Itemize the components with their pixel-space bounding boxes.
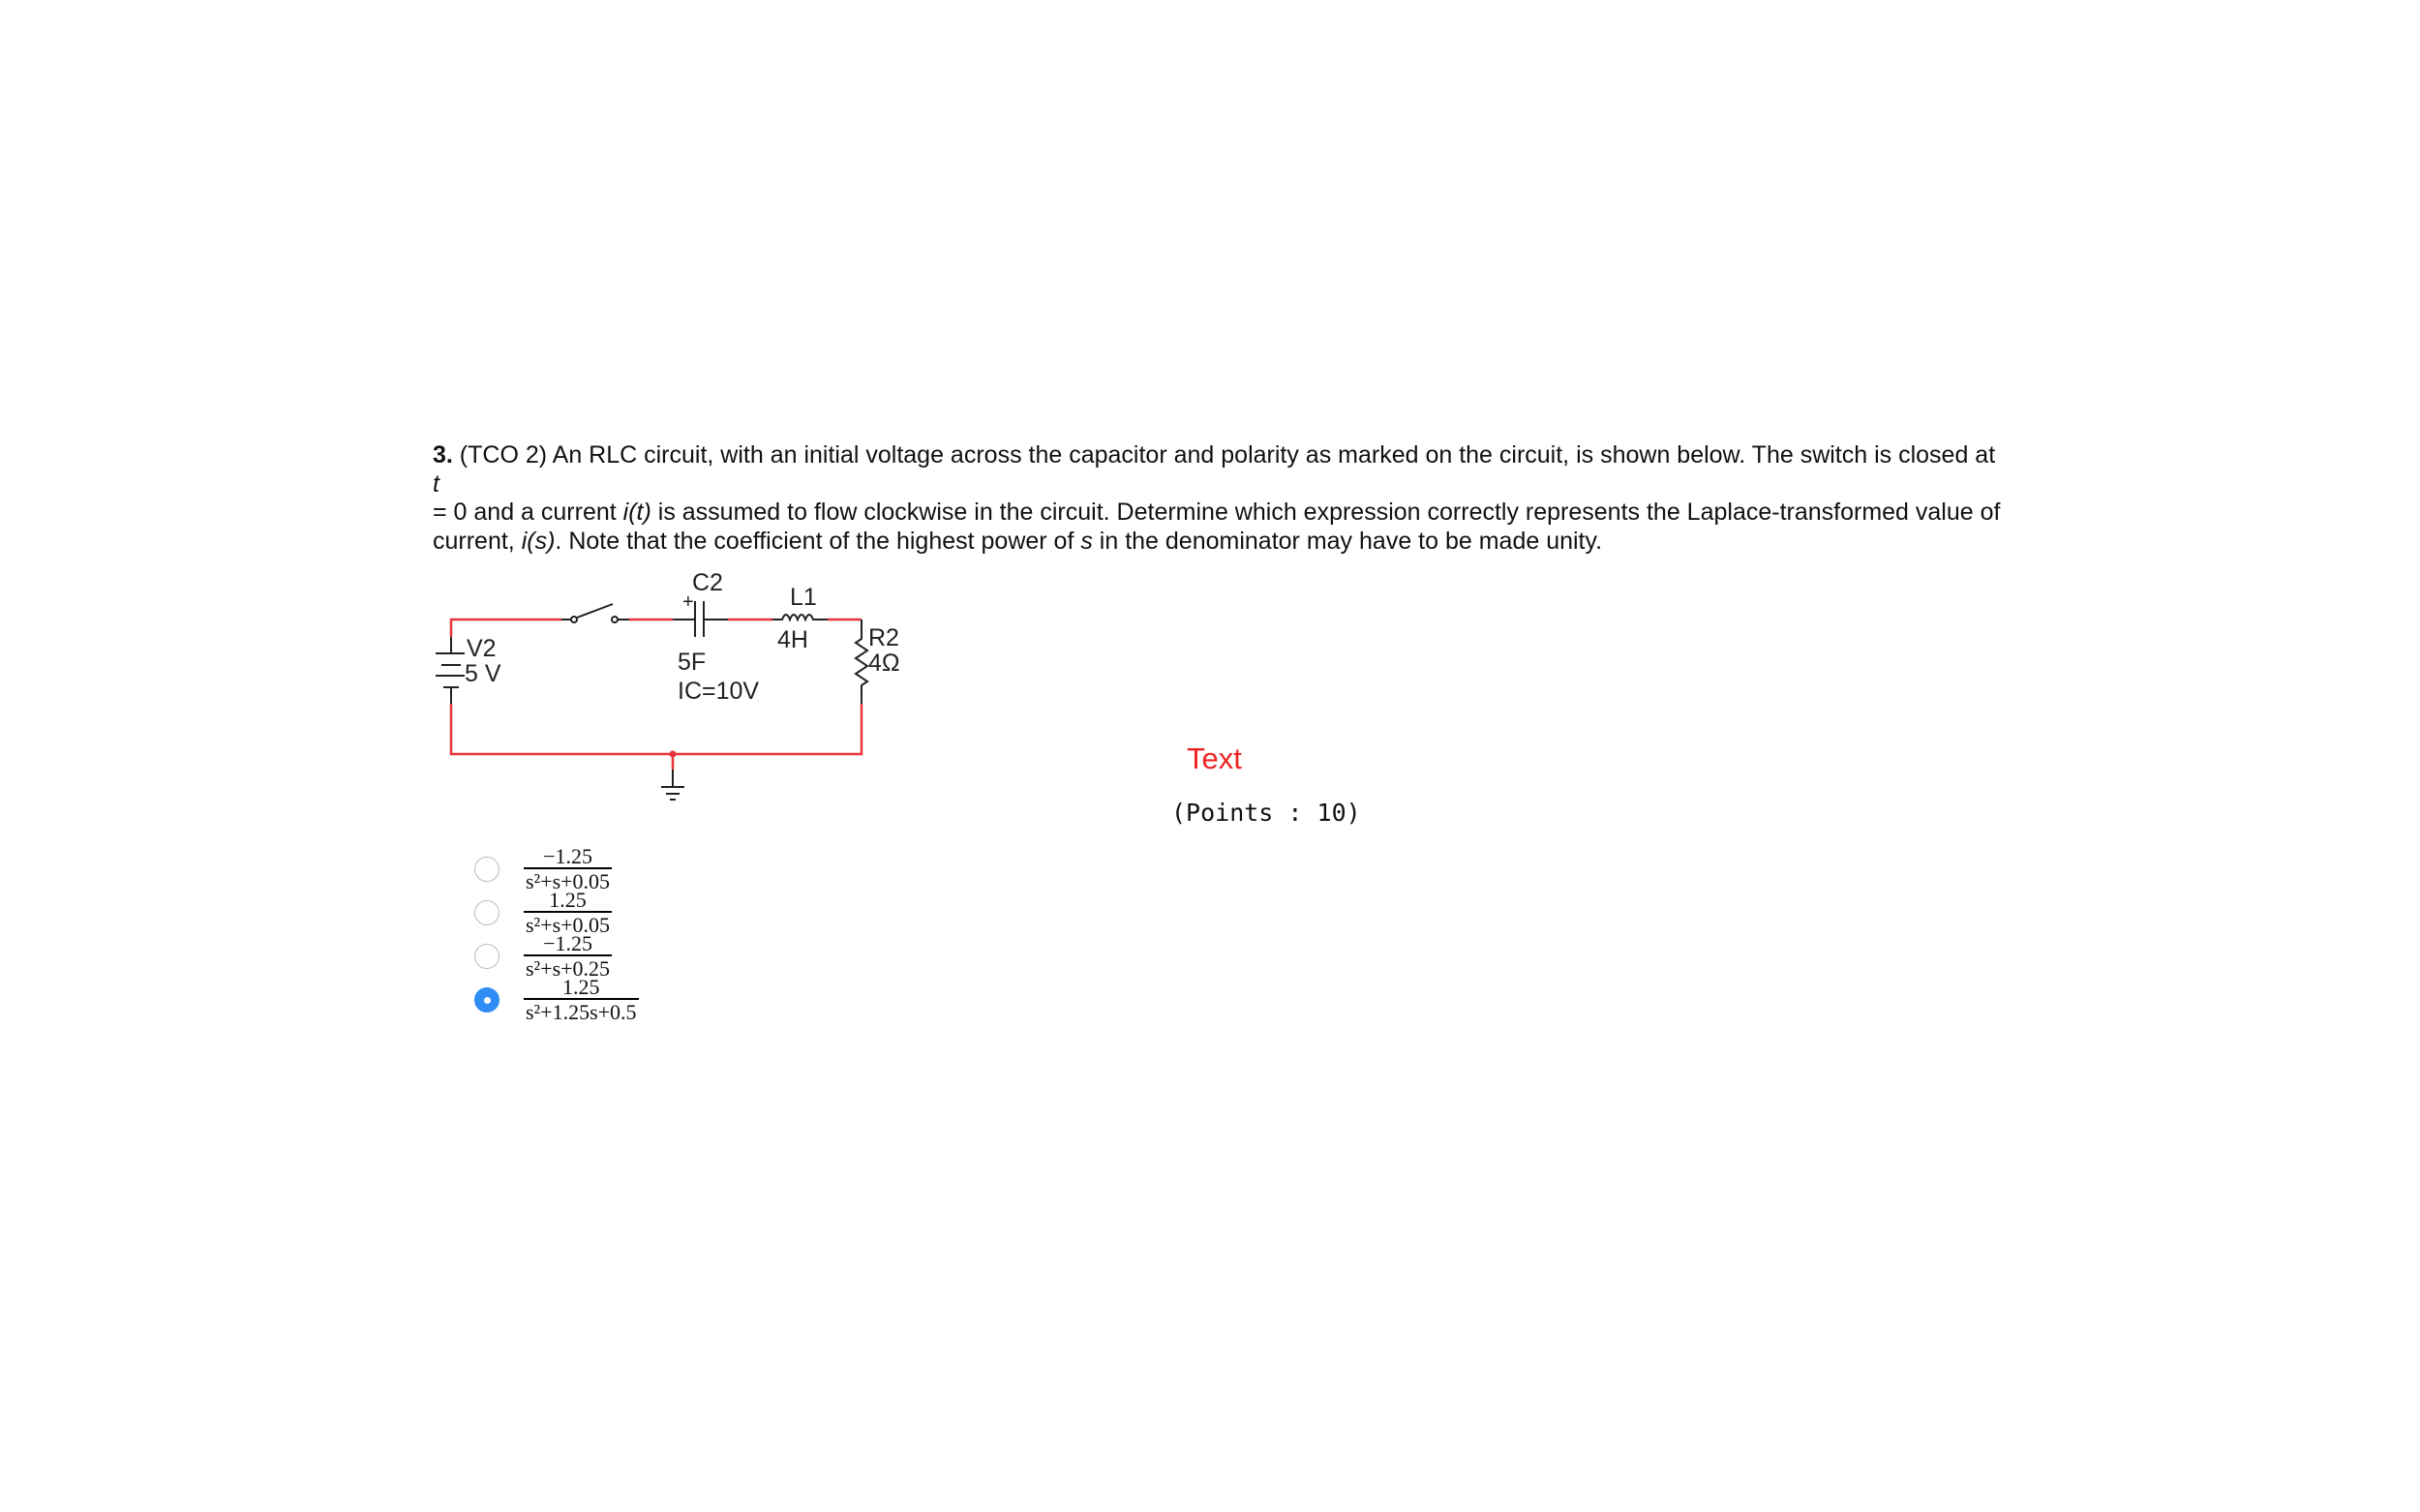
text-label: Text <box>1187 741 1242 775</box>
inductor-name: L1 <box>790 584 817 611</box>
source-value: 5 V <box>465 660 501 687</box>
answer-option-4[interactable] <box>474 977 639 1023</box>
radio-button[interactable] <box>474 900 499 925</box>
answer-option-3[interactable] <box>474 933 612 980</box>
ground-icon <box>661 770 684 800</box>
radio-button[interactable] <box>474 857 499 882</box>
fraction: $\frac{-1.25}{\text{s²+s+0.25}}$ <box>526 931 611 981</box>
answer-option-1[interactable] <box>474 846 612 892</box>
junction-dot <box>670 751 677 758</box>
rlc-circuit-diagram <box>416 561 1016 852</box>
fraction: $\frac{1.25}{\text{s²+1.25s+0.5}}$ <box>526 975 637 1024</box>
capacitor-value: 5F <box>678 649 707 676</box>
source-name: V2 <box>467 635 497 662</box>
inductor-value: 4H <box>777 626 808 653</box>
battery-icon <box>436 653 465 704</box>
fraction: $\frac{1.25}{\text{s²+s+0.05}}$ <box>526 888 611 937</box>
radio-button-selected[interactable] <box>474 987 499 1013</box>
resistor-value: 4Ω <box>868 650 900 677</box>
question-text: 3. (TCO 2) An RLC circuit, with an initial voltage across the capacitor and polarity as marked on the circuit, is shown below. The switch is closed at t = 0 and a current i(t) is assumed to flow clockwise in the circuit. Determine which expression correctly represents the Laplace-transformed value of current, i(s). Note that the coefficient of the highest power of s in the denominator may have to be made unity. <box>433 441 2001 555</box>
inductor-icon <box>772 615 828 620</box>
resistor-name: R2 <box>868 624 899 651</box>
capacitor-polarity: + <box>682 591 694 613</box>
points-label: (Points : 10) <box>1171 799 1361 827</box>
resistor-icon <box>856 620 867 704</box>
capacitor-icon <box>673 601 728 637</box>
radio-button[interactable] <box>474 944 499 969</box>
switch-icon[interactable] <box>561 604 629 622</box>
capacitor-name: C2 <box>692 569 723 596</box>
answer-option-2[interactable] <box>474 890 612 936</box>
question-number: 3. <box>433 441 453 469</box>
fraction: $\frac{-1.25}{\text{s²+s+0.05}}$ <box>526 844 611 893</box>
capacitor-ic: IC=10V <box>678 678 760 705</box>
